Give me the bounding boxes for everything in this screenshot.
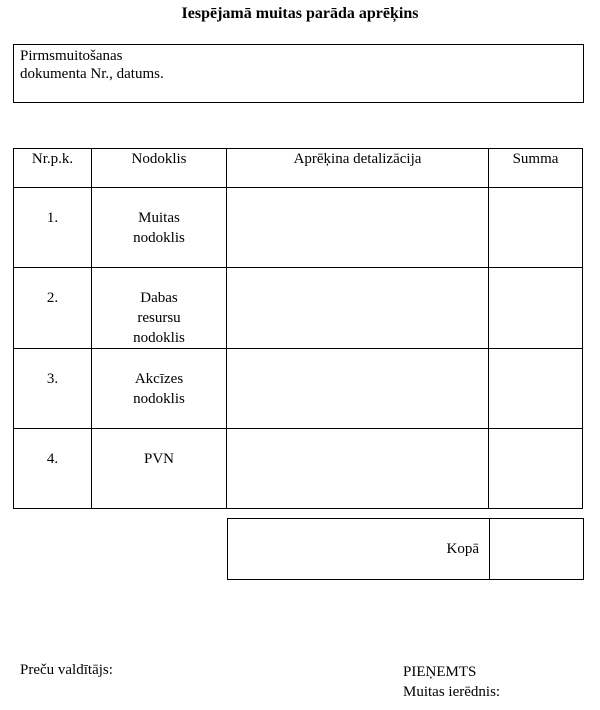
row-detail-cell[interactable] xyxy=(227,349,489,429)
customs-officer-label: Muitas ierēdnis: xyxy=(403,684,501,700)
row-sum-cell[interactable] xyxy=(489,268,583,349)
row-number: 1. xyxy=(14,188,92,268)
tax-line: Muitas xyxy=(138,210,180,226)
row-tax xyxy=(92,349,227,429)
table-row xyxy=(14,429,583,509)
tax-line: nodoklis xyxy=(133,230,185,246)
table-row xyxy=(14,188,583,268)
header-number: Nr.p.k. xyxy=(14,149,92,188)
acceptance-block xyxy=(403,662,500,702)
reference-label-line2: dokumenta Nr., datums. xyxy=(20,66,164,82)
tax-line: nodoklis xyxy=(133,330,185,346)
table-row xyxy=(14,349,583,429)
tax-line: PVN xyxy=(143,451,174,467)
tax-line: Dabas xyxy=(140,290,178,306)
tax-line: nodoklis xyxy=(133,391,185,407)
header-detail: Aprēķina detalizācija xyxy=(227,149,489,188)
row-number: 4. xyxy=(14,429,92,509)
row-tax xyxy=(92,188,227,268)
header-tax: Nodoklis xyxy=(92,149,227,188)
row-number: 2. xyxy=(14,268,92,349)
row-sum-cell[interactable] xyxy=(489,429,583,509)
total-label: Kopā xyxy=(228,519,490,579)
calculation-table xyxy=(13,148,583,509)
tax-line: Akcīzes xyxy=(134,371,184,387)
accepted-label: PIEŅEMTS xyxy=(403,664,477,680)
reference-label-line1: Pirmsmuitošanas xyxy=(20,48,123,64)
row-tax xyxy=(92,429,227,509)
row-sum-cell[interactable] xyxy=(489,349,583,429)
total-sum-cell[interactable] xyxy=(490,519,583,579)
row-sum-cell[interactable] xyxy=(489,188,583,268)
document-title: Iespējamā muitas parāda aprēķins xyxy=(181,5,419,22)
row-tax xyxy=(92,268,227,349)
header-sum: Summa xyxy=(489,149,583,188)
row-detail-cell[interactable] xyxy=(227,429,489,509)
tax-line: resursu xyxy=(137,310,181,326)
total-row xyxy=(227,518,584,580)
table-header-row xyxy=(14,149,583,188)
row-number: 3. xyxy=(14,349,92,429)
table-row xyxy=(14,268,583,349)
reference-document-field[interactable] xyxy=(13,44,584,103)
row-detail-cell[interactable] xyxy=(227,268,489,349)
row-detail-cell[interactable] xyxy=(227,188,489,268)
goods-holder-label: Preču valdītājs: xyxy=(20,662,113,678)
